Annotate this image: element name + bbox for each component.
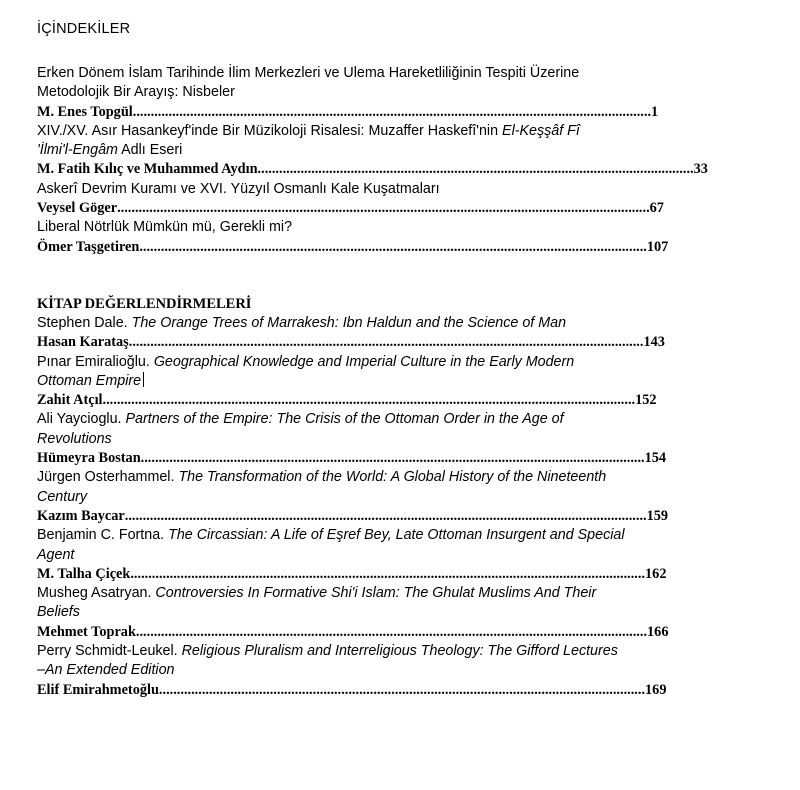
entry-page-number: 33 (693, 161, 708, 178)
entry-title-line: Erken Dönem İslam Tarihinde İlim Merkezleri ve Ulema Hareketliliğinin Tespiti Üzerine (37, 65, 580, 81)
entry-title-line (37, 141, 737, 160)
entry-page-number: 1 (651, 103, 659, 120)
review-book-title: Agent (37, 546, 75, 563)
review-entry (37, 584, 737, 642)
section-gap (37, 257, 737, 295)
review-book-title: Beliefs (37, 604, 80, 621)
review-book-title: The Circassian: A Life of Eşref Bey, Late Ottoman Insurgent and Special (168, 527, 625, 544)
review-title-line (37, 603, 737, 622)
review-book-title: Century (37, 488, 88, 505)
entry-title-line: Metodolojik Bir Arayış: Nisbeler (37, 84, 235, 101)
review-title-line (37, 314, 737, 333)
review-entry (37, 314, 737, 353)
entry-title-line (37, 122, 737, 141)
review-page-number: 162 (645, 565, 667, 582)
review-reviewer: Mehmet Toprak (37, 623, 136, 640)
table-of-contents (37, 20, 737, 700)
review-reviewer-line[interactable] (37, 391, 660, 410)
review-reviewer-line[interactable] (37, 507, 669, 526)
contents-heading: İÇİNDEKİLER (37, 21, 131, 37)
review-title-line (37, 488, 737, 507)
review-reviewer: Zahit Atçıl (37, 392, 103, 409)
leader-dots: ................................................................................................................................................ (130, 565, 646, 582)
review-book-author: Musheg Asatryan. (37, 585, 156, 602)
review-reviewer-line[interactable] (37, 681, 669, 700)
entry-title-text: Adlı Eseri (117, 142, 183, 159)
entry-author-line[interactable] (37, 103, 660, 122)
leader-dots: ............................................................................................................................................... (135, 623, 648, 640)
review-book-title: Revolutions (37, 430, 112, 447)
contents-entry (37, 64, 737, 122)
entry-author: M. Enes Topgül (37, 103, 133, 120)
leader-dots: ............................................................................................................................................. (140, 450, 645, 467)
review-page-number: 143 (643, 334, 665, 351)
entry-author-line[interactable] (37, 238, 669, 257)
entry-title-line: Askerî Devrim Kuramı ve XVI. Yüzyıl Osmanlı Kale Kuşatmaları (37, 180, 440, 197)
review-book-author: Stephen Dale. (37, 314, 132, 331)
review-book-title: Ottoman Empire (37, 372, 142, 389)
review-page-number: 154 (644, 450, 667, 467)
leader-dots: .................................................................................................................................................. (124, 507, 647, 524)
review-book-author: Pınar Emiralioğlu. (37, 353, 154, 370)
review-reviewer: Kazım Baycar (37, 507, 125, 524)
review-title-line (37, 430, 737, 449)
leader-dots: .......................................................................................................................... (257, 161, 694, 178)
review-entry (37, 468, 737, 526)
review-book-title: Geographical Knowledge and Imperial Culture in the Early Modern (153, 353, 575, 370)
review-title-line (37, 410, 737, 429)
review-book-author: Ali Yaycioglu. (37, 411, 126, 428)
entry-author-line[interactable] (37, 199, 667, 218)
reviews-heading: KİTAP DEĞERLENDİRMELERİ (37, 295, 252, 312)
review-title-line (37, 468, 737, 487)
review-book-author: Benjamin C. Fortna. (37, 527, 169, 544)
entry-author: Ömer Taşgetiren (37, 238, 140, 255)
leader-dots: .............................................................................................................................................. (139, 238, 647, 255)
review-reviewer: Hümeyra Bostan (37, 450, 141, 467)
review-entry (37, 353, 737, 411)
contents-entry (37, 122, 737, 180)
review-reviewer-line[interactable] (37, 449, 667, 468)
review-book-title: Religious Pluralism and Interreligious Theology: The Gifford Lectures (181, 643, 618, 660)
review-reviewer: Elif Emirahmetoğlu (37, 681, 159, 698)
review-reviewer: M. Talha Çiçek (37, 565, 131, 582)
review-page-number: 169 (645, 681, 667, 698)
entry-author-line[interactable] (37, 160, 709, 179)
leader-dots: ................................................................................................................................................ (128, 334, 644, 351)
review-title-line (37, 642, 737, 661)
review-reviewer-line[interactable] (37, 333, 667, 352)
review-reviewer-line[interactable] (37, 623, 669, 642)
entry-title-text: XIV./XV. Asır Hasankeyf'inde Bir Müzikoloji Risalesi: Muzaffer Haskefî'nin (37, 122, 503, 139)
review-book-author: Perry Schmidt-Leukel. (37, 643, 182, 660)
review-page-number: 159 (646, 507, 669, 524)
text-cursor (143, 372, 144, 387)
review-entry (37, 642, 737, 700)
leader-dots: ........................................................................................................................................ (158, 681, 646, 698)
review-title-line (37, 372, 737, 391)
contents-entry (37, 180, 737, 219)
review-title-line (37, 661, 737, 680)
review-page-number: 152 (635, 392, 657, 409)
entry-title-line: Liberal Nötrlük Mümkün mü, Gerekli mi? (37, 219, 293, 236)
review-page-number: 166 (647, 623, 669, 640)
review-title-line (37, 584, 737, 603)
review-reviewer: Hasan Karataş (37, 334, 129, 351)
entry-page-number: 67 (649, 200, 664, 217)
review-entry (37, 410, 737, 468)
review-reviewer-line[interactable] (37, 565, 667, 584)
entry-author: Veysel Göger (37, 200, 118, 217)
review-book-author: Jürgen Osterhammel. (37, 469, 179, 486)
review-book-title: The Transformation of the World: A Global History of the Nineteenth (178, 469, 607, 486)
entry-author: M. Fatih Kılıç ve Muhammed Aydın (37, 161, 258, 178)
leader-dots: ..................................................................................................................................................... (102, 392, 636, 409)
contents-entry (37, 218, 737, 257)
review-title-line (37, 546, 737, 565)
entry-page-number: 107 (646, 238, 669, 255)
leader-dots: ..................................................................................................................................................... (117, 200, 650, 217)
review-title-line (37, 526, 737, 545)
review-book-title: Partners of the Empire: The Crisis of the Ottoman Order in the Age of (125, 411, 564, 428)
entry-title-italic: 'İlmi'l-Engâm (37, 142, 118, 159)
review-book-title: –An Extended Edition (37, 662, 175, 679)
review-book-title: Controversies In Formative Shi'i Islam: The Ghulat Muslims And Their (155, 585, 597, 602)
review-entry (37, 526, 737, 584)
review-title-line (37, 353, 737, 372)
leader-dots: ................................................................................................................................................. (132, 103, 652, 120)
entry-title-italic: El-Keşşâf Fî (502, 122, 580, 139)
review-book-title: The Orange Trees of Marrakesh: Ibn Haldun and the Science of Man (131, 314, 567, 331)
